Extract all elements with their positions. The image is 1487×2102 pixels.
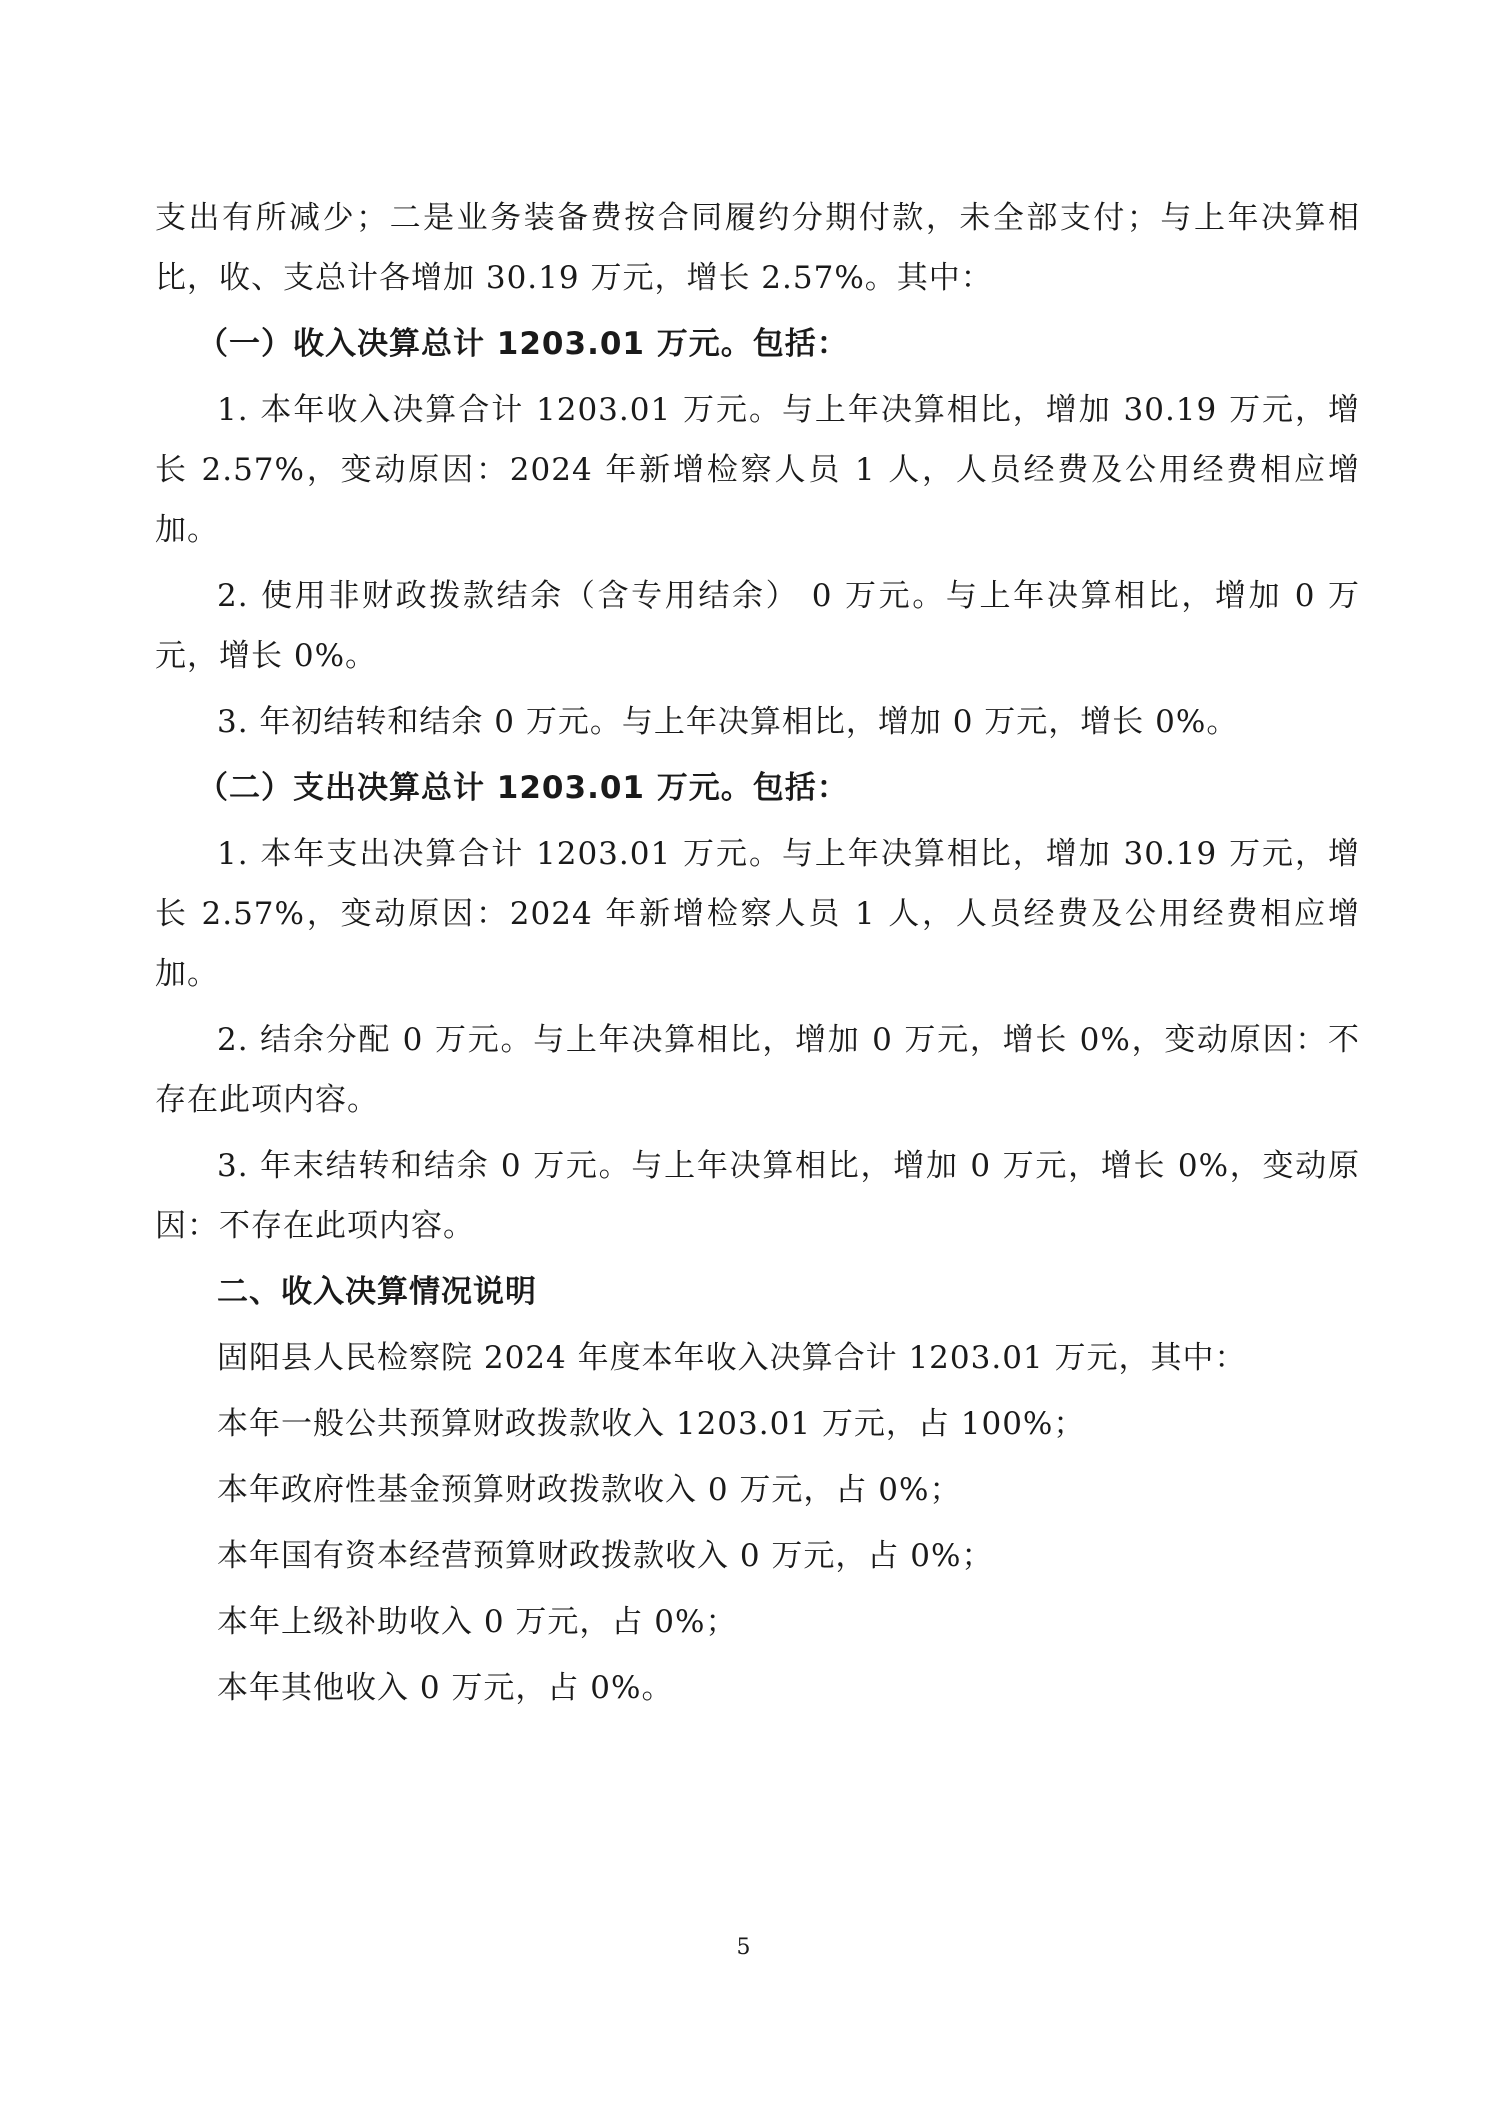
paragraph-expense-item-2: 2. 结余分配 0 万元。与上年决算相比，增加 0 万元，增长 0%，变动原因：不存在此项内容。: [155, 1022, 1360, 1118]
section-heading-income-explanation: 二、收入决算情况说明: [217, 1274, 537, 1310]
document-body: [155, 188, 1360, 1724]
paragraph-income-summary: 固阳县人民检察院 2024 年度本年收入决算合计 1203.01 万元，其中：: [217, 1340, 1247, 1376]
section-heading-income-total: （一）收入决算总计 1203.01 万元。包括：: [197, 326, 849, 362]
paragraph-income-fund-budget: 本年政府性基金预算财政拨款收入 0 万元，占 0%；: [217, 1472, 962, 1508]
paragraph-income-state-capital: 本年国有资本经营预算财政拨款收入 0 万元，占 0%；: [217, 1538, 994, 1574]
paragraph-income-item-3: 3. 年初结转和结余 0 万元。与上年决算相比，增加 0 万元，增长 0%。: [217, 704, 1239, 740]
paragraph-continued: 支出有所减少；二是业务装备费按合同履约分期付款，未全部支付；与上年决算相比，收、支总计各增加 30.19 万元，增长 2.57%。其中：: [155, 200, 1360, 296]
paragraph-income-subsidy: 本年上级补助收入 0 万元，占 0%；: [217, 1604, 738, 1640]
paragraph-expense-item-1: 1. 本年支出决算合计 1203.01 万元。与上年决算相比，增加 30.19 万元，增长 2.57%，变动原因：2024 年新增检察人员 1 人，人员经费及公用经费相应增加。: [155, 836, 1360, 992]
paragraph-income-other: 本年其他收入 0 万元，占 0%。: [217, 1670, 674, 1706]
paragraph-expense-item-3: 3. 年末结转和结余 0 万元。与上年决算相比，增加 0 万元，增长 0%，变动原因：不存在此项内容。: [155, 1148, 1360, 1244]
section-heading-expense-total: （二）支出决算总计 1203.01 万元。包括：: [197, 770, 849, 806]
paragraph-income-item-2: 2. 使用非财政拨款结余（含专用结余） 0 万元。与上年决算相比，增加 0 万元，增长 0%。: [155, 578, 1360, 674]
paragraph-income-item-1: 1. 本年收入决算合计 1203.01 万元。与上年决算相比，增加 30.19 万元，增长 2.57%，变动原因：2024 年新增检察人员 1 人，人员经费及公用经费相应增加。: [155, 392, 1360, 548]
paragraph-income-general-budget: 本年一般公共预算财政拨款收入 1203.01 万元，占 100%；: [217, 1406, 1086, 1442]
page-number: 5: [736, 1935, 751, 1960]
